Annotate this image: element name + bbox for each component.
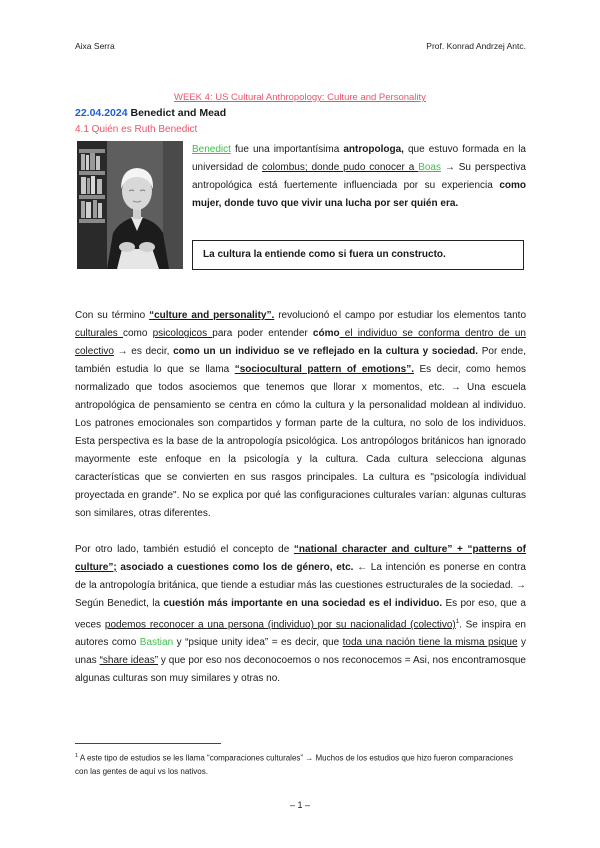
footnote-divider [75, 743, 221, 744]
header-author: Aixa Serra [75, 41, 115, 51]
p1-text-2: revolucionó el campo por estudiar los elementos tanto [274, 310, 526, 321]
boxed-quote: La cultura la entiende como si fuera un constructo. [192, 240, 524, 270]
week-title: WEEK 4: US Cultural Anthropology: Culture and Personality [174, 92, 426, 103]
p1-bold-reflejado: como un un individuo se ve reflejado en la cultura y sociedad. [173, 346, 479, 357]
p1-underline-culturales: culturales [75, 328, 123, 339]
p1-text-7: Es decir, como hemos normalizado que todos asociemos que tenemos que llorar x momentos, etc. → Una escuela antropológica de pensamiento se centra en cómo la cultura y la personalidad moldean al individuo. Los patrones emocionales son compartidos y forman parte de la cultura, no solo de los individuos. Esta perspectiva es la base de la antropología psicológica. Los antropólogos británicos han ignorado mayormente este enfoque en la psicología y la cultura. Cada cultura selecciona algunas características que se convierten en sus rasgos principales. La cultura es "psicología individual proyectada en grande". No se explica por qué las configuraciones culturales varían: algunas culturas son similares, otras diferentes. [75, 364, 526, 519]
p1-text-5: → es decir, [113, 346, 174, 357]
intro-bold-mujer: como mujer, donde tuvo que vivir una lucha por ser quién era. [192, 180, 526, 209]
paragraph-national-character [75, 541, 526, 688]
footnote-number: 1 [75, 753, 79, 759]
intro-paragraph [192, 141, 526, 213]
p2-underline-nacionalidad: podemos reconocer a una persona (individuo) por su nacionalidad (colectivo) [104, 619, 456, 631]
header-professor: Prof. Konrad Andrzej Antc. [426, 41, 526, 51]
intro-underline-colombus: colombus; donde pudo conocer a [262, 162, 419, 173]
intro-text-1: fue una importantísima [230, 144, 344, 155]
name-bastian: Bastian [139, 637, 174, 649]
date-line [75, 107, 226, 119]
lecture-topic: Benedict and Mead [127, 107, 227, 119]
p2-text-3: Es por eso, que a veces [75, 598, 526, 631]
ruth-benedict-photo [77, 141, 183, 269]
p1-text-3: como [122, 328, 153, 339]
section-heading: 4.1 Quién es Ruth Benedict [75, 124, 198, 135]
intro-bold-antropologa: antropologa, [343, 144, 404, 155]
p1-text-6: Por ende, también estudia lo que se llama [75, 346, 526, 375]
p2-text-7: y que por eso nos deconocoemos o nos reconocemos = Asi, nos encontramosque algunas culturas son muy similares y otras no. [75, 655, 526, 685]
page-number: – 1 – [289, 800, 311, 810]
footnote-text: A este tipo de estudios se les llama “comparaciones culturales” → Muchos de los estudios que hizo fueron comparaciones con las gentes de aquí vs los nativos. [75, 753, 513, 776]
p2-text-2: ← La intención es ponerse en contra de la antropología británica, que tiende a estudiar más las cuestiones estructurales de la sociedad. → Según Benedict, la [75, 562, 526, 609]
p2-underline-psique: toda una nación tiene la misma psique [342, 637, 518, 649]
footnote [75, 750, 526, 778]
name-benedict: Benedict [192, 144, 231, 155]
lecture-date: 22.04.2024 [75, 107, 128, 119]
p2-text-1: Por otro lado, también estudió el concepto de [75, 544, 294, 555]
p1-underline-psicologicos: psicologicos [152, 328, 213, 339]
p2-text-6: y unas [75, 637, 526, 667]
p1-bold-como: cómo [312, 328, 340, 339]
term-sociocultural-pattern: “sociocultural pattern of emotions”. [234, 364, 414, 375]
paragraph-culture-personality [75, 307, 526, 523]
p2-underline-share-ideas: “share ideas” [99, 655, 159, 667]
p1-text-4: para poder entender [212, 328, 313, 339]
intro-text-3: → Su perspectiva antropológica está fuertemente influenciada por su experiencia [192, 162, 526, 191]
p2-bold-individuo: cuestión más importante en una sociedad es el individuo. [163, 598, 443, 609]
term-culture-personality: “culture and personality”. [149, 310, 275, 321]
p1-underline-individuo: el individuo se conforma dentro de un colectivo [75, 328, 526, 357]
p2-text-5: y “psique unity idea” = es decir, que [173, 637, 343, 649]
p2-bold-genero: asociado a cuestiones como los de género, etc. [116, 562, 354, 573]
footnote-ref[interactable]: 1 [455, 619, 460, 625]
p2-text-4: . Se inspira en autores como [75, 619, 526, 649]
p1-text-1: Con su término [75, 310, 150, 321]
intro-text-2: que estuvo formada en la universidad de [192, 144, 526, 173]
name-boas: Boas [418, 162, 441, 173]
term-national-character: “national character and culture” + “patterns of culture”; [75, 544, 526, 573]
